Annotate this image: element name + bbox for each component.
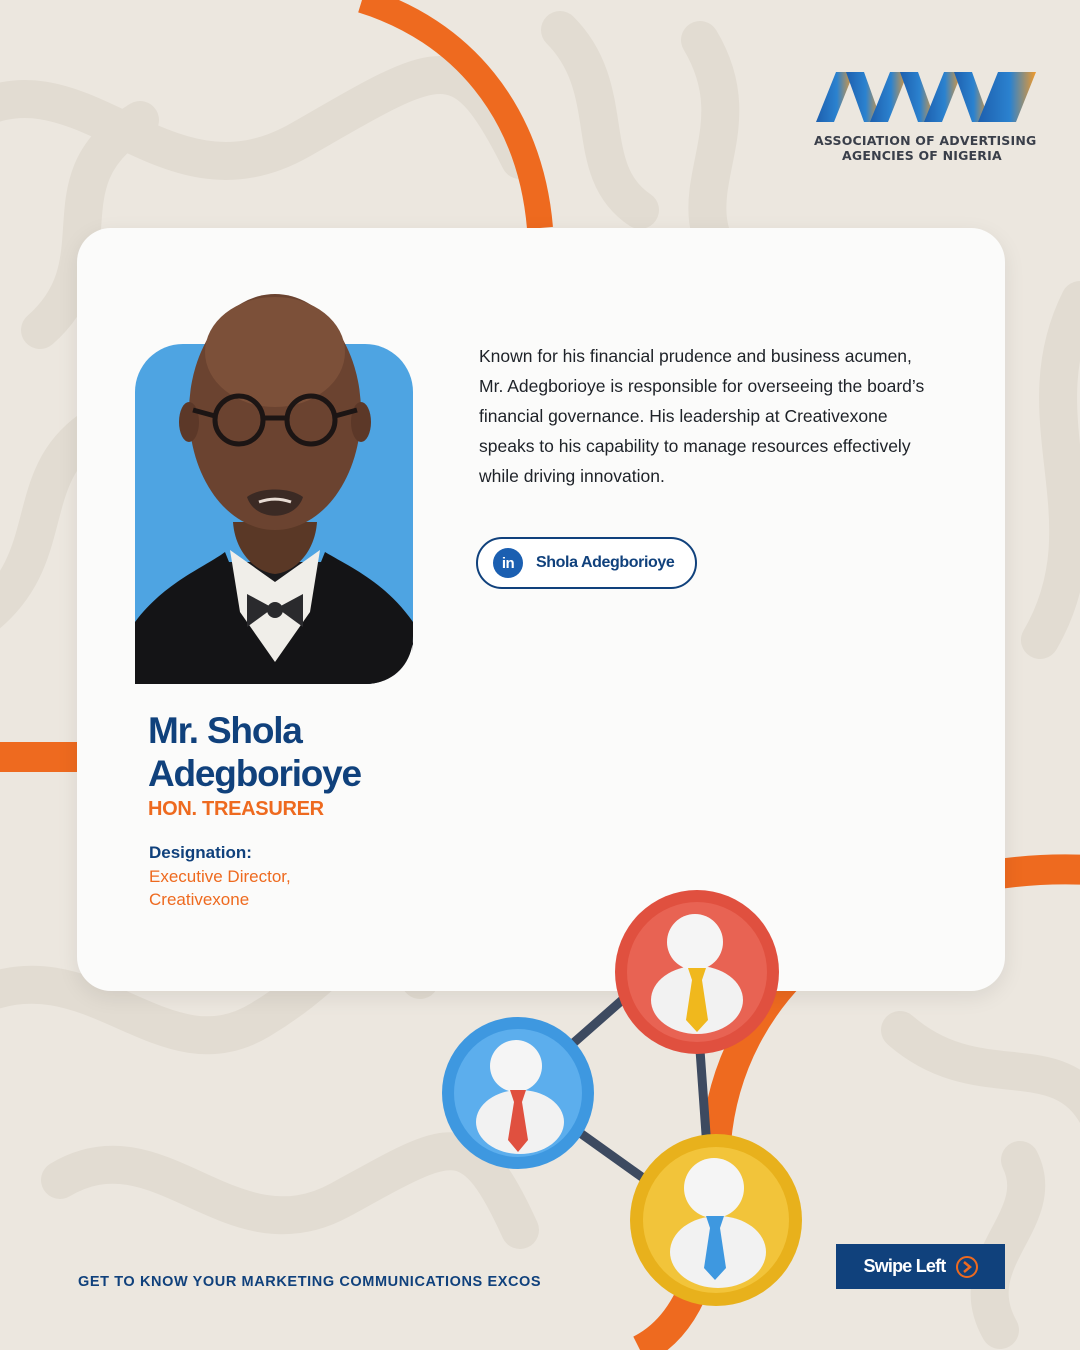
logo-org-line1: ASSOCIATION OF ADVERTISING: [814, 133, 1037, 148]
bio-line: Mr. Adegborioye is responsible for overseeing the board’s: [479, 376, 925, 396]
chevron-right-circle-icon: [956, 1256, 978, 1278]
designation-line1: Executive Director,: [149, 867, 291, 886]
footer-tagline: GET TO KNOW YOUR MARKETING COMMUNICATIONS EXCOS: [78, 1274, 542, 1290]
profile-photo: [135, 282, 415, 684]
linkedin-icon: in: [493, 548, 523, 578]
network-node-yellow: [630, 1134, 802, 1306]
profile-role: HON. TREASURER: [148, 798, 324, 820]
profile-name-line1: Mr. Shola: [148, 710, 302, 751]
chevron-right-icon: [962, 1261, 972, 1273]
aaan-logo: [812, 68, 1042, 163]
bio-line: financial governance. His leadership at Creativexone: [479, 406, 888, 426]
swipe-left-label: Swipe Left: [863, 1256, 946, 1276]
people-network-illustration: [440, 890, 810, 1350]
logo-org-line2: AGENCIES OF NIGERIA: [842, 148, 1002, 163]
aaan-logo-mark: [812, 68, 1038, 124]
designation-value: [149, 865, 291, 911]
profile-bio: [479, 341, 959, 491]
swipe-left-button[interactable]: [836, 1244, 1005, 1289]
designation-line2: Creativexone: [149, 890, 250, 909]
network-node-blue: [442, 1017, 594, 1169]
bio-line: speaks to his capability to manage resources effectively: [479, 436, 911, 456]
bio-line: Known for his financial prudence and business acumen,: [479, 346, 912, 366]
bio-line: while driving innovation.: [479, 466, 665, 486]
profile-name-line2: Adegborioye: [148, 753, 361, 794]
profile-name: [148, 709, 361, 795]
linkedin-profile-link[interactable]: [476, 537, 697, 589]
designation-label: Designation:: [149, 843, 252, 862]
linkedin-label: Shola Adegborioye: [536, 554, 675, 571]
network-node-red: [615, 890, 779, 1054]
